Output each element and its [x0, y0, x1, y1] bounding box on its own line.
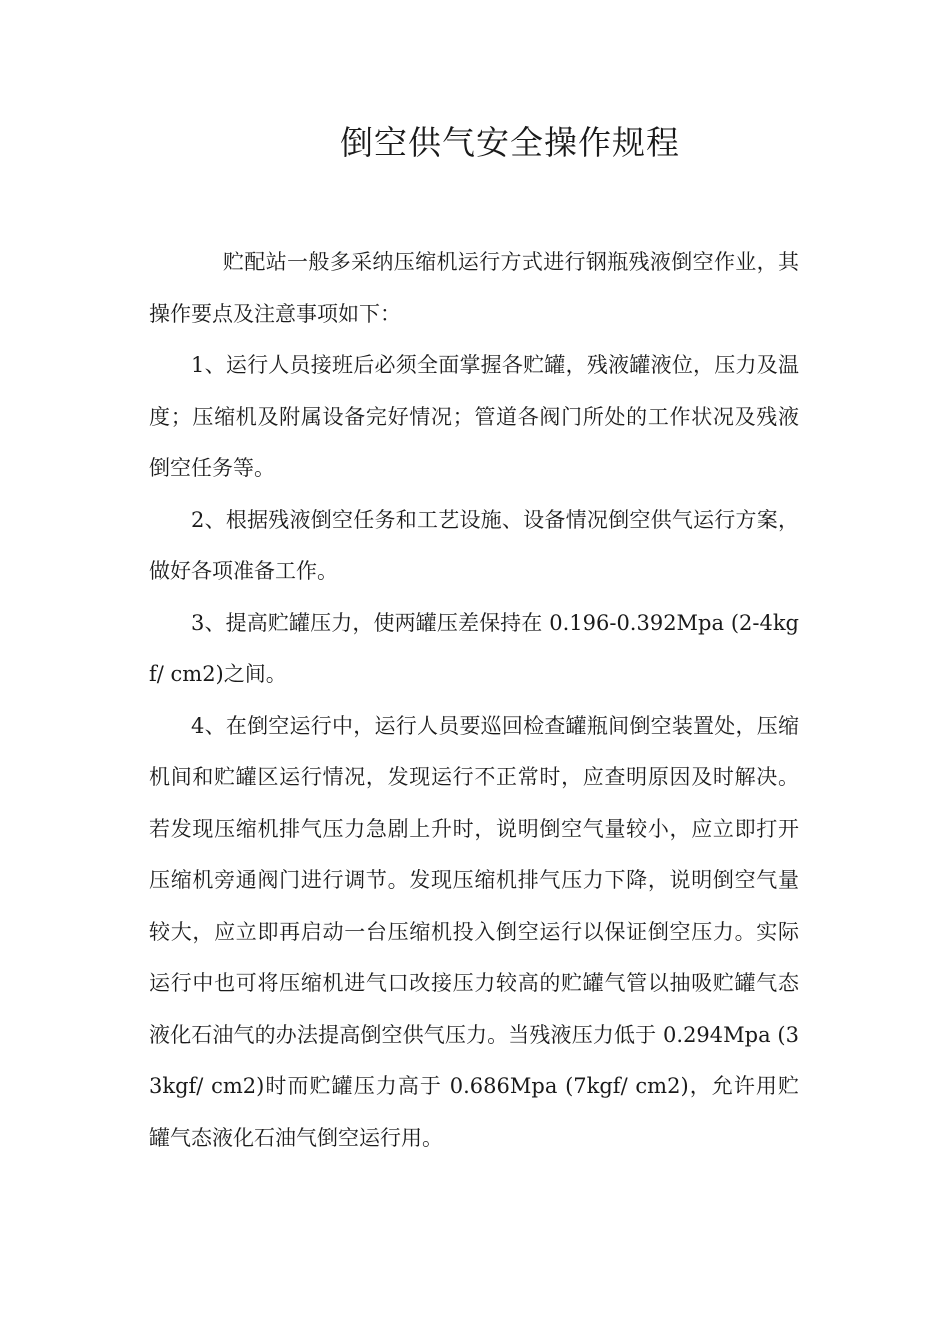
paragraph-item-3: 3、提高贮罐压力，使两罐压差保持在 0.196-0.392Mpa (2-4kgf/ cm2)之间。	[149, 610, 799, 686]
paragraph-intro: 贮配站一般多采纳压缩机运行方式进行钢瓶残液倒空作业，其操作要点及注意事项如下：	[149, 250, 799, 326]
document-title: 倒空供气安全操作规程	[340, 123, 680, 162]
paragraph-item-4: 4、在倒空运行中，运行人员要巡回检查罐瓶间倒空装置处，压缩机间和贮罐区运行情况，发现运行不正常时，应查明原因及时解决。若发现压缩机排气压力急剧上升时，说明倒空气量较小，应立即打开压缩机旁通阀门进行调节。发现压缩机排气压力下降，说明倒空气量较大，应立即再启动一台压缩机投入倒空运行以保证倒空压力。实际运行中也可将压缩机进气口改接压力较高的贮罐气管以抽吸贮罐气态液化石油气的办法提高倒空供气压力。当残液压力低于 0.294Mpa (33kgf/ cm2)时而贮罐压力高于 0.686Mpa (7kgf/ cm2)，允许用贮罐气态液化石油气倒空运行用。	[149, 713, 799, 1150]
paragraph-item-2: 2、根据残液倒空任务和工艺设施、设备情况倒空供气运行方案，做好各项准备工作。	[149, 507, 799, 583]
paragraph-item-1: 1、运行人员接班后必须全面掌握各贮罐，残液罐液位，压力及温度；压缩机及附属设备完好情况；管道各阀门所处的工作状况及残液倒空任务等。	[149, 353, 799, 480]
document-body	[149, 237, 799, 1164]
